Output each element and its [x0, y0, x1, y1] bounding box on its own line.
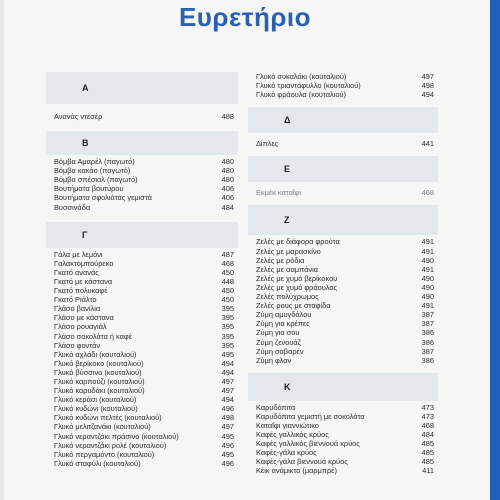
entry-name: Καφές-γάλα βιεννουά κρύος: [256, 457, 348, 467]
entry-name: Γλάσο βανίλια: [54, 304, 101, 314]
index-entry: [54, 112, 234, 121]
entry-page-number: 448: [221, 276, 234, 286]
index-column-right: [248, 72, 438, 476]
entry-page-number: 490: [421, 282, 434, 292]
entry-name: Βουτήματα σφολιάτας γεμιστά: [54, 193, 152, 203]
entry-list: [46, 112, 238, 121]
entry-page-number: 468: [421, 188, 434, 198]
index-entry: [54, 295, 234, 304]
index-section: [46, 131, 238, 212]
entry-name: Γλάσο φοντάν: [54, 340, 101, 350]
entry-name: Ζελές ρους με σταφίδα: [256, 301, 331, 311]
entry-page-number: 473: [421, 402, 434, 412]
entry-name: Γλυκό νεραντζάκι ρολέ (κουταλιού): [54, 440, 167, 450]
entry-page-number: 468: [421, 420, 434, 430]
entry-list: [248, 188, 438, 197]
entry-name: Ζύμη φλαν: [256, 355, 292, 365]
entry-page-number: 485: [421, 448, 434, 458]
index-entry: [54, 377, 234, 386]
entry-page-number: 495: [221, 431, 234, 441]
index-entry: [54, 395, 234, 404]
index-entry: [256, 310, 434, 319]
entry-page-number: 450: [221, 267, 234, 277]
entry-page-number: 491: [421, 301, 434, 311]
index-entry: [256, 328, 434, 337]
index-entry: [256, 72, 434, 81]
entry-name: Γκατό ανανάς: [54, 267, 99, 277]
index-entry: [54, 386, 234, 395]
index-entry: [54, 193, 234, 202]
entry-name: Ζελές με χυμό φράουλας: [256, 282, 338, 292]
entry-page-number: 387: [421, 310, 434, 320]
entry-name: Γλυκό καρυδάκι (κουταλιού): [54, 386, 145, 396]
entry-name: Γλυκό περγαμόντο (κουταλιού): [54, 449, 155, 459]
entry-page-number: 494: [221, 358, 234, 368]
entry-name: Ζελές πολύχρωμος: [256, 292, 319, 302]
index-entry: [54, 422, 234, 431]
entry-page-number: 386: [421, 355, 434, 365]
index-entry: [256, 274, 434, 283]
entry-name: Γλυκό καρπούζι (κουταλιού): [54, 376, 145, 386]
index-entry: [54, 166, 234, 175]
index-entry: [256, 421, 434, 430]
index-entry: [256, 265, 434, 274]
entry-name: Δίπλες: [256, 139, 279, 149]
index-entry: [54, 350, 234, 359]
entry-name: Ζύμη ζενουάζ: [256, 337, 301, 347]
entry-name: Γλάσο ρουαγιάλ: [54, 322, 107, 332]
entry-name: Βόμβα σπέσιαλ (παγωτό): [54, 175, 138, 185]
index-entry: [54, 277, 234, 286]
index-entry: [256, 457, 434, 466]
index-entry: [256, 412, 434, 421]
entry-name: Γκατό με κάστανα: [54, 276, 113, 286]
entry-name: Ανανάς ντεσέρ: [54, 112, 103, 121]
entry-page-number: 497: [421, 72, 434, 81]
index-entry: [54, 459, 234, 468]
scan-edge: [0, 0, 4, 500]
entry-page-number: 387: [421, 319, 434, 329]
index-entry: [54, 341, 234, 350]
entry-name: Γλυκό φράουλα (κουταλιού): [256, 90, 346, 100]
entry-page-number: 494: [221, 395, 234, 405]
index-section: [248, 205, 438, 364]
entry-name: Ζελές με διάφορα φρούτα: [256, 237, 340, 247]
entry-name: Καφές γαλλικός κρύος: [256, 430, 329, 440]
entry-name: Ζύμη για σου: [256, 328, 300, 338]
entry-page-number: 487: [221, 249, 234, 259]
entry-name: Καρυδόπιτα: [256, 402, 296, 412]
index-entry: [54, 268, 234, 277]
entry-page-number: 441: [421, 139, 434, 149]
entry-name: Βουτήματα βουτύρου: [54, 184, 124, 194]
index-entry: [256, 237, 434, 246]
entry-page-number: 495: [221, 349, 234, 359]
entry-name: Γλυκό κυδώνι (κουταλιού): [54, 404, 138, 414]
entry-page-number: 490: [421, 255, 434, 265]
entry-page-number: 496: [221, 440, 234, 450]
entry-name: Καφές γαλλικός βιεννουά κρύος: [256, 439, 360, 449]
entry-page-number: 498: [421, 81, 434, 91]
entry-page-number: 494: [421, 90, 434, 100]
entry-name: Καρυδόπιτα γεμιστή με σοκολάτα: [256, 411, 365, 421]
index-entry: [256, 448, 434, 457]
entry-name: Καφές-γάλα κρύος: [256, 448, 317, 458]
entry-name: Κέικ ανάμικτο (μαρμπρέ): [256, 466, 337, 476]
index-entry: [256, 292, 434, 301]
entry-list: [46, 157, 238, 212]
entry-name: Γκατό πολυκαφέ: [54, 286, 108, 296]
section-letter-heading: Z: [248, 205, 438, 235]
section-letter-heading: A: [46, 72, 238, 104]
entry-name: Γλυκό βύσσινο (κουταλιού): [54, 367, 142, 377]
entry-page-number: 497: [221, 376, 234, 386]
entry-page-number: 485: [421, 439, 434, 449]
entry-page-number: 386: [421, 337, 434, 347]
entry-page-number: 490: [421, 273, 434, 283]
index-entry: [256, 81, 434, 90]
entry-page-number: 491: [421, 237, 434, 247]
entry-name: Βυσσινάδα: [54, 202, 91, 212]
index-entry: [54, 450, 234, 459]
entry-page-number: 406: [221, 193, 234, 203]
index-section: [248, 373, 438, 476]
entry-page-number: 450: [221, 295, 234, 305]
section-letter-heading: Γ: [46, 222, 238, 248]
entry-list: [46, 250, 238, 468]
entry-name: Ζελές με ρόδια: [256, 255, 305, 265]
entry-page-number: 395: [221, 322, 234, 332]
entry-name: Γλυκό κυδώνι πελτές (κουταλιού): [54, 413, 162, 423]
index-entry: [256, 139, 434, 148]
entry-page-number: 494: [221, 367, 234, 377]
entry-page-number: 395: [221, 313, 234, 323]
index-section: [248, 107, 438, 148]
index-entry: [256, 247, 434, 256]
page-edge: [490, 0, 500, 500]
index-entry: [54, 368, 234, 377]
entry-page-number: 468: [221, 258, 234, 268]
index-entry: [256, 430, 434, 439]
index-entry: [256, 256, 434, 265]
entry-name: Ζύμη αμυγδάλου: [256, 310, 312, 320]
entry-page-number: 395: [221, 304, 234, 314]
entry-page-number: 485: [421, 457, 434, 467]
entry-page-number: 488: [221, 112, 234, 121]
index-entry: [54, 313, 234, 322]
index-entry: [256, 439, 434, 448]
entry-name: Ζελές με σαμπάνια: [256, 264, 318, 274]
entry-name: Γαλακτομπούρεκο: [54, 258, 114, 268]
index-column-left: [46, 72, 238, 468]
index-entry: [54, 203, 234, 212]
entry-page-number: 496: [221, 404, 234, 414]
page-title: Ευρετήριο: [178, 2, 312, 32]
section-letter-heading: K: [248, 373, 438, 401]
entry-name: Βόμβα Αμαρέλ (παγωτό): [54, 157, 135, 167]
index-entry: [54, 332, 234, 341]
entry-name: Ζύμη για κρέπες: [256, 319, 310, 329]
entry-name: Γλυκό σταφύλι (κουταλιού): [54, 458, 141, 468]
index-entry: [256, 301, 434, 310]
entry-list: [248, 139, 438, 148]
entry-name: Καταΐφι γιαννιώτικο: [256, 420, 319, 430]
entry-page-number: 484: [221, 202, 234, 212]
entry-page-number: 497: [221, 422, 234, 432]
index-entry: [54, 404, 234, 413]
index-section: [248, 72, 438, 99]
index-entry: [256, 283, 434, 292]
index-entry: [54, 359, 234, 368]
entry-page-number: 484: [421, 430, 434, 440]
entry-name: Γλάσο με κάστανα: [54, 313, 114, 323]
index-entry: [256, 403, 434, 412]
entry-name: Γλυκό κεράσι (κουταλιού): [54, 395, 137, 405]
entry-page-number: 395: [221, 340, 234, 350]
index-entry: [54, 250, 234, 259]
entry-name: Γλάσο σοκολάτα ή καφέ: [54, 331, 133, 341]
entry-list: [248, 403, 438, 476]
entry-name: Γλυκό τριαντάφυλλο (κουταλιού): [256, 81, 361, 91]
index-entry: [256, 338, 434, 347]
entry-page-number: 480: [221, 157, 234, 167]
index-entry: [54, 413, 234, 422]
section-letter-heading: E: [248, 156, 438, 182]
section-letter-heading: Δ: [248, 107, 438, 133]
entry-name: Γλυκό μελιτζανάκι (κουταλιού): [54, 422, 151, 432]
index-entry: [256, 466, 434, 475]
entry-name: Βόμβα κακάο (παγωτό): [54, 166, 131, 176]
index-entry: [256, 347, 434, 356]
index-entry: [54, 175, 234, 184]
entry-page-number: 496: [221, 458, 234, 468]
entry-page-number: 480: [221, 175, 234, 185]
entry-page-number: 491: [421, 246, 434, 256]
entry-page-number: 387: [421, 346, 434, 356]
entry-page-number: 490: [421, 292, 434, 302]
index-entry: [256, 356, 434, 365]
index-section: [46, 222, 238, 468]
entry-page-number: 406: [221, 184, 234, 194]
entry-page-number: 411: [422, 466, 434, 476]
index-entry: [256, 319, 434, 328]
entry-name: Γλυκό συκαλάκι (κουταλιού): [256, 72, 347, 81]
entry-page-number: 480: [221, 166, 234, 176]
entry-list: [248, 72, 438, 99]
entry-name: Εκμέκ καταΐφι: [256, 188, 301, 198]
section-letter-heading: B: [46, 131, 238, 155]
entry-name: Γλυκό νεραντζάκι πράσινο (κουταλιού): [54, 431, 179, 441]
entry-name: Ζελές με χυμό βερίκοκου: [256, 273, 338, 283]
entry-name: Ζελές με μαρασκίνο: [256, 246, 321, 256]
index-entry: [54, 441, 234, 450]
entry-page-number: 491: [421, 264, 434, 274]
index-section: [248, 156, 438, 197]
entry-page-number: 495: [221, 449, 234, 459]
entry-name: Γλυκό αχλάδι (κουταλιού): [54, 349, 137, 359]
entry-page-number: 473: [421, 411, 434, 421]
index-entry: [256, 90, 434, 99]
index-entry: [54, 322, 234, 331]
index-entry: [54, 286, 234, 295]
entry-name: Ζύμη σαβαρέν: [256, 346, 304, 356]
entry-name: Γάλα με λεμόνι: [54, 249, 103, 259]
index-entry: [54, 184, 234, 193]
entry-page-number: 497: [221, 386, 234, 396]
entry-name: Γλυκό βερίκοκο (κουταλιού): [54, 358, 144, 368]
index-entry: [256, 188, 434, 197]
entry-page-number: 386: [421, 328, 434, 338]
index-entry: [54, 304, 234, 313]
entry-name: Γκατό Ριάλτο: [54, 295, 97, 305]
index-entry: [54, 259, 234, 268]
index-section: [46, 72, 238, 121]
entry-page-number: 498: [221, 413, 234, 423]
index-entry: [54, 432, 234, 441]
entry-page-number: 450: [221, 286, 234, 296]
index-entry: [54, 157, 234, 166]
entry-list: [248, 237, 438, 364]
entry-page-number: 395: [221, 331, 234, 341]
